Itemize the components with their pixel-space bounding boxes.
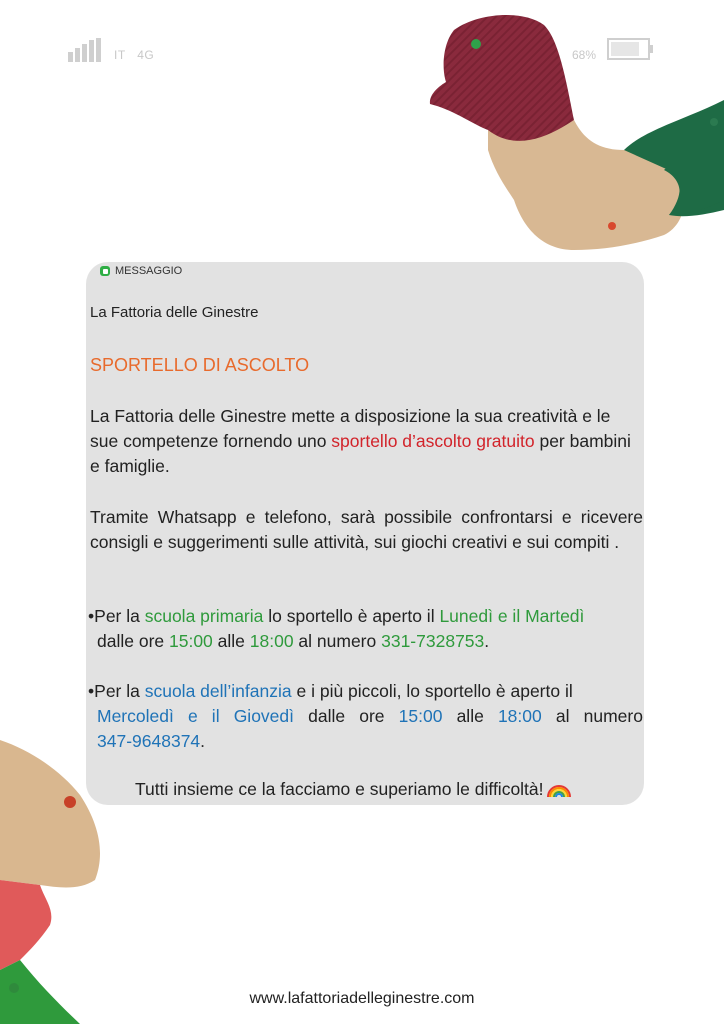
intro-paragraph: La Fattoria delle Ginestre mette a disposizione la sua creatività e le sue competenze fornendo uno sportello d’ascolto gratuito per bambini e famiglie. <box>90 406 631 476</box>
infancy-school-label: scuola dell’infanzia <box>144 681 292 701</box>
whatsapp-paragraph: Tramite Whatsapp e telefono, sarà possibile confrontarsi e ricevere consigli e suggerimenti sulle attività, sui giochi creativi e sui compiti . <box>90 507 643 552</box>
primary-days: Lunedì e il Martedì <box>439 606 585 626</box>
infancy-start-time: 15:00 <box>398 706 443 726</box>
primary-start-time: 15:00 <box>169 631 213 651</box>
message-app-icon <box>100 266 110 276</box>
rainbow-icon <box>546 783 572 797</box>
free-listening-highlight: sportello d’ascolto gratuito <box>331 431 535 451</box>
battery-percentage: 68% <box>572 48 597 62</box>
message-title: SPORTELLO DI ASCOLTO <box>90 355 310 375</box>
infancy-phone-line: 347-9648374. <box>97 731 206 751</box>
infancy-days: Mercoledì e il Giovedì <box>97 706 295 726</box>
message-header <box>100 265 182 277</box>
primary-phone-number: 331-7328753 <box>381 631 485 651</box>
infancy-days-line: Mercoledì e il Giovedì dalle ore 15:00 alle 18:00 al numero <box>97 706 643 726</box>
infancy-school-item: •Per la scuola dell’infanzia e i più piccoli, lo sportello è aperto il <box>88 681 573 701</box>
message-header-label: MESSAGGIO <box>115 265 183 277</box>
primary-school-label: scuola primaria <box>144 606 264 626</box>
infancy-end-time: 18:00 <box>497 706 542 726</box>
infancy-phone-number: 347-9648374 <box>97 731 201 751</box>
primary-end-time: 18:00 <box>249 631 294 651</box>
primary-school-item: •Per la scuola primaria lo sportello è aperto il Lunedì e il Martedì dalle ore 15:00 alle 18:00 al numero 331-7328753. <box>88 606 585 651</box>
website-link[interactable]: www.lafattoriadelleginestre.com <box>249 990 475 1007</box>
message-sender: La Fattoria delle Ginestre <box>90 304 259 321</box>
closing-line: Tutti insieme ce la facciamo e superiamo le difficoltà! <box>135 779 572 800</box>
signal-strength-icon <box>68 38 110 62</box>
puzzle-decoration-top <box>384 0 724 270</box>
carrier-label: IT 4G <box>114 48 155 62</box>
